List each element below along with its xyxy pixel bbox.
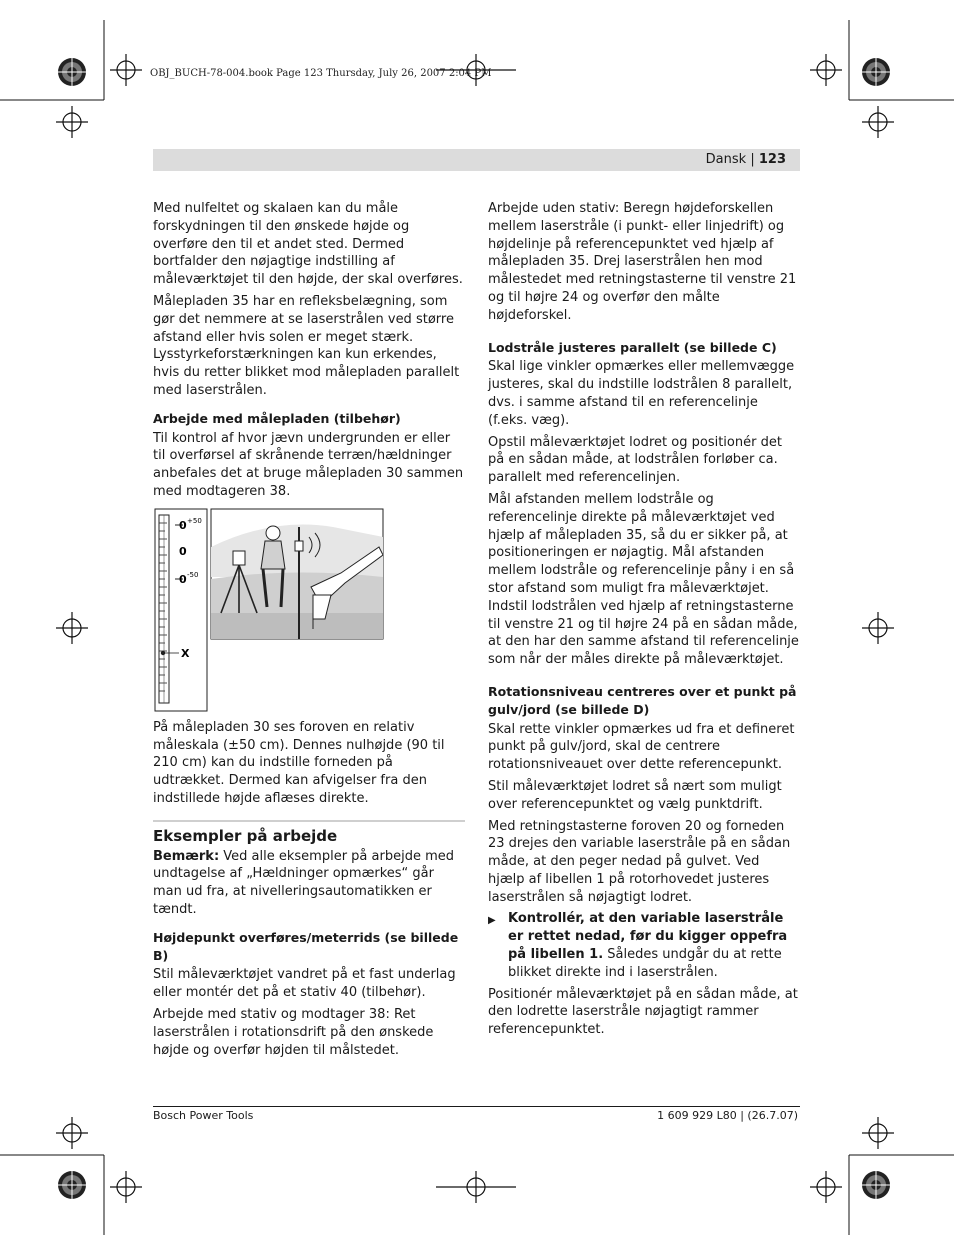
note-text: Ved alle eksempler på arbejde med undtagelse af „Hældninger opmærkes“ går man ud fra, at nivelleringsautomatikken er tændt. bbox=[153, 848, 454, 917]
warning-bold: Kontrollér, at den variable laserstråle er rettet nedad, før du kigger oppefra på libellen 1. bbox=[508, 911, 788, 963]
measuring-plate-illustration bbox=[153, 507, 465, 713]
footer-doc-id: 1 609 929 L80 | (26.7.07) bbox=[657, 1109, 798, 1122]
paragraph: Skal lige vinkler opmærkes eller mellemvægge justeres, skal du indstille lodstrålen 8 parallelt, dvs. i samme afstand til en referencelinje (f.eks. væg). bbox=[488, 359, 795, 428]
scale-label-plus50: +50 bbox=[187, 516, 202, 525]
header-text bbox=[706, 152, 786, 167]
paragraph: Opstil måleværktøjet lodret og positionér det på en sådan måde, at lodstrålen forløber ca. parallelt med referencelinjen. bbox=[488, 434, 782, 486]
paragraph: Skal rette vinkler opmærkes ud fra et defineret punkt på gulv/jord, skal de centrere rotationsniveauet over dette referencepunkt. bbox=[488, 721, 795, 773]
scale-label-minus50: -50 bbox=[187, 570, 199, 579]
note-paragraph bbox=[153, 848, 465, 919]
paragraph: Stil måleværktøjet lodret så nært som muligt over referencepunktet og vælg punktdrift. bbox=[488, 778, 782, 812]
header-language: Dansk bbox=[705, 152, 747, 167]
left-column bbox=[153, 200, 465, 1063]
scale-label-bottom-zero: 0 bbox=[179, 572, 187, 586]
warning-text: Således undgår du at rette blikket direkte ind i laserstrålen. bbox=[508, 947, 782, 980]
note-label: Bemærk: bbox=[153, 848, 220, 864]
page-header bbox=[153, 149, 800, 171]
paragraph: Arbejde uden stativ: Beregn højdeforskellen mellem laserstråle (i punkt- eller linjedrift) og højdelinje på referencepunktet ved hjælp af målepladen 35. Drej laserstrålen hen mod målestedet med retningstasterne til venstre 21 og til højre 24 og overfør den målte højdeforskel. bbox=[488, 201, 797, 323]
scale-label-top-zero: 0 bbox=[179, 518, 187, 532]
paragraph: Positionér måleværktøjet på en sådan måde, at den lodrette laserstråle nøjagtigt rammer referencepunktet. bbox=[488, 986, 798, 1038]
paragraph: Stil måleværktøjet vandret på et fast underlag eller montér det på et stativ 40 (tilbehør). bbox=[153, 967, 456, 1001]
paragraph: På målepladen 30 ses foroven en relativ måleskala (±50 cm). Dennes nulhøjde (90 til 210 cm) kan du indstille forneden på udtrækket. Dermed kan afvigelser fra den indstillede højde aflæses direkte. bbox=[153, 719, 445, 806]
section-heading: Arbejde med målepladen (tilbehør) bbox=[153, 410, 401, 426]
footer-publisher: Bosch Power Tools bbox=[153, 1109, 254, 1122]
section-heading-examples: Eksempler på arbejde bbox=[153, 826, 338, 845]
paragraph: Med nulfeltet og skalaen kan du måle forskydningen til den ønskede højde og overføre den til et andet sted. Dermed bortfalder den nøjagtige indstilling af måleværktøjet til den højde, der skal overføres. bbox=[153, 201, 463, 288]
scale-label-x: X bbox=[181, 646, 190, 660]
header-separator: | bbox=[750, 152, 755, 167]
triangle-bullet-icon: ▶ bbox=[488, 915, 496, 927]
paragraph: Mål afstanden mellem lodstråle og referencelinje direkte på måleværktøjet ved hjælp af målepladen 35, så du er sikker på, at positioneringen er nøjagtig. Mål afstanden mellem lodstråle og referencelinje påny i en så stor afstand som muligt fra måleværktøjet. Indstil lodstrålen ved hjælp af retningstasterne til venstre 21 og til højre 24 på en sådan måde, at den har den samme afstand til referencelinje som når der måles direkte på måleværktøjet. bbox=[488, 491, 799, 668]
section-heading: Højdepunkt overføres/meterrids (se billede B) bbox=[153, 929, 459, 963]
measuring-plate-figure bbox=[153, 507, 465, 713]
scale-label-mid-zero: 0 bbox=[179, 544, 187, 558]
section-divider bbox=[153, 820, 465, 822]
right-column bbox=[488, 200, 800, 1043]
file-info: OBJ_BUCH-78-004.book Page 123 Thursday, July 26, 2007 2:04 PM bbox=[150, 68, 492, 79]
paragraph: Med retningstasterne foroven 20 og forneden 23 drejes den variable laserstråle på en sådan måde, at den peger nedad på gulvet. Ved hjælp af libellen 1 på rotorhovedet justeres laserstrålen så nøjagtigt lodret. bbox=[488, 818, 791, 905]
paragraph: Målepladen 35 har en refleksbelægning, som gør det nemmere at se laserstrålen ved større afstand eller hvis solen er meget stærk. Lysstyrkeforstærkningen kan kun erkendes, hvis du retter blikket mod målepladen parallelt med laserstrålen. bbox=[153, 293, 460, 398]
paragraph: Til kontrol af hvor jævn undergrunden er eller til overførsel af skrånende terræn/hældninger anbefales det at bruge målepladen 30 sammen med modtageren 38. bbox=[153, 430, 464, 499]
section-heading: Lodstråle justeres parallelt (se billede C) bbox=[488, 339, 777, 355]
section-heading: Rotationsniveau centreres over et punkt på gulv/jord (se billede D) bbox=[488, 683, 797, 717]
warning-item bbox=[488, 910, 800, 985]
page-number: 123 bbox=[758, 152, 786, 167]
footer-rule bbox=[153, 1106, 800, 1107]
paragraph: Arbejde med stativ og modtager 38: Ret laserstrålen i rotationsdrift på den ønskede højde og overfør højden til målstedet. bbox=[153, 1006, 434, 1058]
